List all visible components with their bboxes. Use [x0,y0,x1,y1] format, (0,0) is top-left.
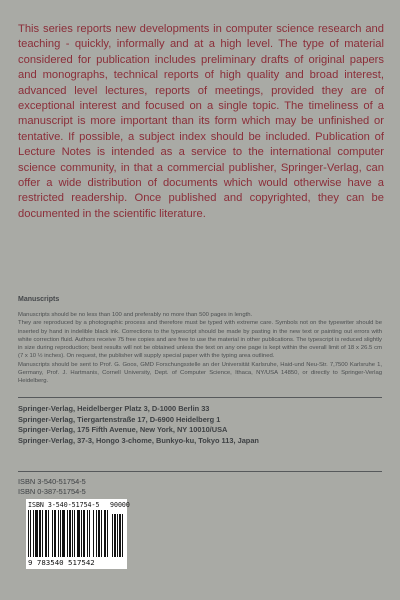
address-line: Springer-Verlag, 175 Fifth Avenue, New York, NY 10010/USA [18,425,228,435]
isbn-line: ISBN 0-387-51754-5 [18,487,86,496]
barcode-bars [28,510,125,557]
address-line: Springer-Verlag, Heidelberger Platz 3, D-1000 Berlin 33 [18,404,210,413]
isbn-block [18,477,86,497]
barcode-isbn-text: ISBN 3-540-51754-5 [28,501,100,509]
isbn-line: ISBN 3-540-51754-5 [18,477,86,486]
publisher-addresses [18,404,382,446]
manuscripts-section [18,296,382,386]
manuscripts-paragraph: Manuscripts should be sent to Prof. G. Goos, GMD Forschungsstelle an der Universität Karlsruhe, Haid-und Neu-Str. 7,7500 Karlsruhe 1, Germany, Prof. J. Hartmanis, Cornell University, Dept. of Computer Science, Ithaca, NY/USA 14850, or directly to Springer-Verlag Heidelberg. [18,361,382,385]
manuscripts-body [18,311,382,386]
manuscripts-paragraph: They are reproduced by a photographic process and therefore must be typed with extreme care. Symbols not on the typewriter should be inserted by hand in indelible black ink. Corrections to the typescript should be made by pasting in the new text or painting out errors with white correction fluid. Authors receive 75 free copies and are free to use the material in other publications. The typescript is reduced slightly in size during reproduction; best results will not be obtained unless the text on any one page is kept within the overall limit of 18 x 26.5 cm (7 x 10 ½ inches). On request, the publisher will supply special paper with the typing area outlined. [18,320,382,360]
barcode-addon-text: 90000 [110,501,130,509]
divider-bottom [18,471,382,472]
manuscripts-heading: Manuscripts [18,296,60,303]
address-line: Springer-Verlag, 37-3, Hongo 3-chome, Bunkyo-ku, Tokyo 113, Japan [18,435,259,445]
divider-top [18,397,382,398]
manuscripts-paragraph: Manuscripts should be no less than 100 and preferably no more than 500 pages in length. [18,312,253,318]
barcode-number: 9 783540 517542 [28,558,95,567]
series-description: This series reports new developments in computer science research and teaching - quickly, informally and at a high level. The type of material considered for publication includes preliminary drafts of original papers and monographs, technical reports of high quality and broad interest, advanced level lectures, reports of meetings, provided they are of exceptional interest and focused on a single topic. The timeliness of a manuscript is more important than its form which may be unfinished or tentative. If possible, a subject index should be included. Publication of Lecture Notes is intended as a service to the international computer science community, in that a commercial publisher, Springer-Verlag, can offer a wide distribution of documents which would otherwise have a restricted readership. Once published and copyrighted, they can be documented in the scientific literature. [18,23,384,220]
address-line: Springer-Verlag, Tiergartenstraße 17, D-6900 Heidelberg 1 [18,414,221,424]
barcode [26,499,130,569]
